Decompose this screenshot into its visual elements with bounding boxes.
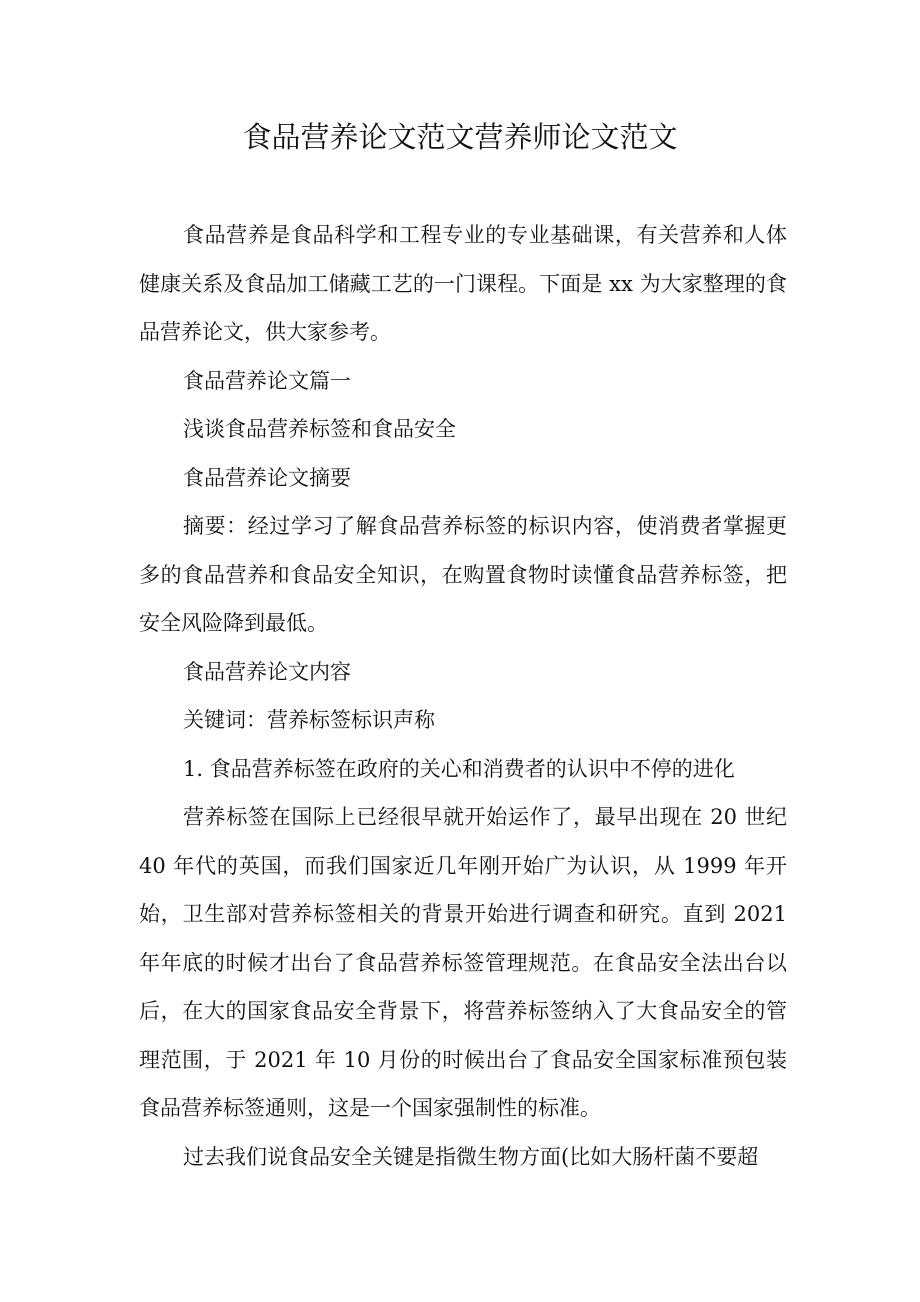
document-body: [139, 211, 787, 1181]
paragraph-intro: 食品营养是食品科学和工程专业的专业基础课，有关营养和人体健康关系及食品加工储藏工艺的一门课程。下面是 xx 为大家整理的食品营养论文，供大家参考。: [139, 223, 787, 344]
paragraph-history: 营养标签在国际上已经很早就开始运作了，最早出现在 20 世纪 40 年代的英国，而我们国家近几年刚开始广为认识，从 1999 年开始，卫生部对营养标签相关的背景开始进行调查和研究。直到 2021 年年底的时候才出台了食品营养标签管理规范。在食品安全法出台以后，在大的国家食品安全背景下，将营养标签纳入了大食品安全的管理范围，于 2021 年 10 月份的时候出台了食品安全国家标准预包装食品营养标签通则，这是一个国家强制性的标准。: [139, 805, 787, 1120]
heading-article-title: 浅谈食品营养标签和食品安全: [183, 417, 456, 441]
paragraph-safety: 过去我们说食品安全关键是指微生物方面(比如大肠杆菌不要超: [183, 1144, 759, 1169]
document-title: 食品营养论文范文营养师论文范文: [242, 120, 678, 154]
heading-content: 食品营养论文内容: [183, 659, 351, 684]
heading-paper-one: 食品营养论文篇一: [183, 368, 351, 393]
paragraph-abstract: 摘要：经过学习了解食品营养标签的标识内容，使消费者掌握更多的食品营养和食品安全知识，在购置食物时读懂食品营养标签，把安全风险降到最低。: [139, 514, 787, 635]
paragraph-keywords: 关键词：营养标签标识声称: [183, 708, 435, 732]
heading-abstract: 食品营养论文摘要: [183, 465, 351, 490]
heading-section-1: 1. 食品营养标签在政府的关心和消费者的认识中不停的进化: [183, 756, 735, 781]
